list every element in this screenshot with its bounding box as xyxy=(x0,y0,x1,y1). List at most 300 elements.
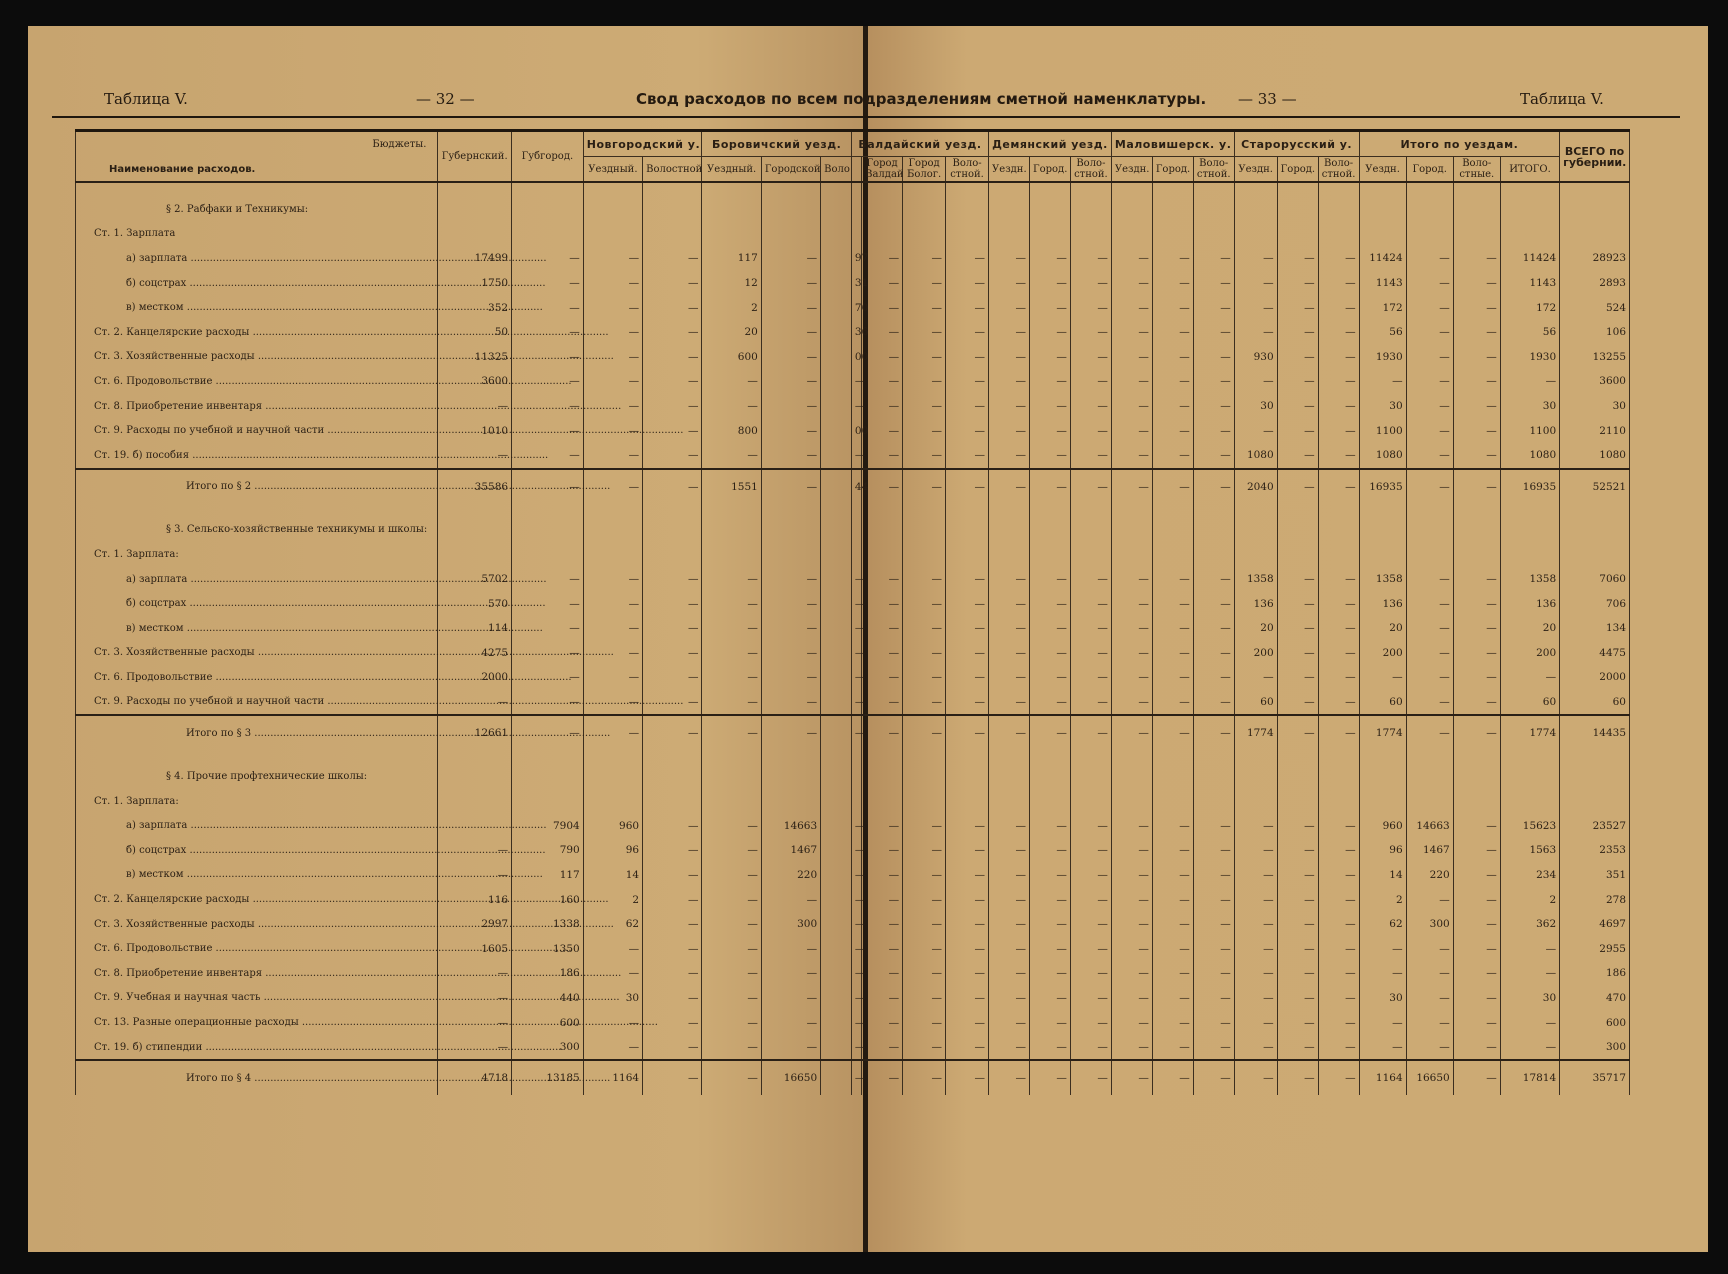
value-cell: — xyxy=(851,986,861,1011)
table-cell xyxy=(512,789,584,814)
table-cell xyxy=(1453,750,1500,764)
value-cell: 1774 xyxy=(1359,715,1406,750)
value-cell: — xyxy=(946,863,989,888)
expense-name-text: Ст. 2. Канцелярские расходы ..... xyxy=(94,327,609,338)
expense-name-text: § 4. Прочие профтехнические школы: xyxy=(166,771,368,783)
value-cell: — xyxy=(1111,443,1152,469)
value-cell: 30 xyxy=(1359,394,1406,419)
table-cell xyxy=(1029,182,1070,197)
value-cell: 2000 xyxy=(438,665,512,690)
value-cell: 300 xyxy=(512,1035,584,1061)
value-cell: — xyxy=(989,715,1030,750)
value-cell: 14663 xyxy=(761,813,820,838)
table-cell xyxy=(1500,750,1559,764)
value-cell: 1563 xyxy=(1500,838,1559,863)
table-cell xyxy=(1560,504,1630,518)
table-cell xyxy=(1193,518,1234,543)
table-cell xyxy=(512,197,584,222)
table-cell xyxy=(1406,182,1453,197)
value-cell: — xyxy=(1111,369,1152,394)
value-cell: — xyxy=(438,961,512,986)
table-cell xyxy=(1453,789,1500,814)
value-cell: — xyxy=(989,246,1030,271)
value-cell: — xyxy=(1193,418,1234,443)
value-cell: 1143 xyxy=(1359,271,1406,296)
table-cell xyxy=(989,222,1030,247)
expense-name-text: б) соцстрах ..... xyxy=(126,598,546,609)
value-cell: — xyxy=(862,369,903,394)
value-cell: — xyxy=(761,295,820,320)
value-cell: — xyxy=(1193,961,1234,986)
value-cell: — xyxy=(1111,887,1152,912)
value-cell: — xyxy=(1318,936,1359,961)
value-cell: — xyxy=(1453,936,1500,961)
table-cell xyxy=(702,197,761,222)
table-label-right: Таблица V. xyxy=(1520,90,1604,108)
value-cell: — xyxy=(1453,641,1500,666)
table-cell xyxy=(1193,504,1234,518)
value-cell: — xyxy=(1277,986,1318,1011)
expense-name-text: в) местком ..... xyxy=(126,302,543,313)
expense-name-text: Ст. 2. Канцелярские расходы ..... xyxy=(94,894,609,905)
value-cell: — xyxy=(946,345,989,370)
value-cell: — xyxy=(989,369,1030,394)
value-cell: 1338 xyxy=(512,912,584,937)
table-cell xyxy=(1152,182,1193,197)
value-cell: 7904 xyxy=(512,813,584,838)
value-cell: — xyxy=(1193,1035,1234,1061)
table-cell xyxy=(643,542,702,567)
value-cell: — xyxy=(1070,246,1111,271)
table-cell xyxy=(821,764,852,789)
table-cell xyxy=(1453,542,1500,567)
table-cell xyxy=(1500,542,1559,567)
value-cell: — xyxy=(1152,690,1193,716)
value-cell: — xyxy=(1152,369,1193,394)
value-cell: — xyxy=(1318,246,1359,271)
value-cell: — xyxy=(1359,665,1406,690)
value-cell: — xyxy=(1234,936,1277,961)
value-cell: — xyxy=(702,887,761,912)
value-cell: — xyxy=(862,1060,903,1095)
value-cell: 4475 xyxy=(1560,641,1630,666)
table-cell xyxy=(946,542,989,567)
value-cell: — xyxy=(862,246,903,271)
value-cell: — xyxy=(1406,295,1453,320)
value-cell: — xyxy=(903,567,946,592)
value-cell: — xyxy=(1234,838,1277,863)
table-cell xyxy=(1318,764,1359,789)
value-cell: — xyxy=(1111,567,1152,592)
table-row xyxy=(76,887,1630,912)
value-cell: — xyxy=(1234,961,1277,986)
value-cell: — xyxy=(946,418,989,443)
value-cell: — xyxy=(862,912,903,937)
value-cell: 2 xyxy=(702,295,761,320)
value-cell: — xyxy=(1152,271,1193,296)
value-cell: — xyxy=(702,813,761,838)
value-cell: — xyxy=(1111,961,1152,986)
value-cell: 1143 xyxy=(1500,271,1559,296)
value-cell: — xyxy=(1318,641,1359,666)
value-cell: — xyxy=(1029,715,1070,750)
value-cell: — xyxy=(761,369,820,394)
value-cell: — xyxy=(643,345,702,370)
table-cell xyxy=(1277,542,1318,567)
value-cell: — xyxy=(761,591,820,616)
expense-name xyxy=(76,764,438,789)
table-cell xyxy=(76,504,438,518)
total-row xyxy=(76,1060,1630,1095)
value-cell: — xyxy=(1193,887,1234,912)
value-cell: 1930 xyxy=(1500,345,1559,370)
value-cell: — xyxy=(1193,394,1234,419)
value-cell: — xyxy=(903,1060,946,1095)
value-cell xyxy=(821,295,852,320)
value-cell: — xyxy=(702,838,761,863)
table-cell xyxy=(1152,542,1193,567)
value-cell: 470 xyxy=(1560,986,1630,1011)
value-cell: — xyxy=(583,394,642,419)
value-cell: — xyxy=(583,591,642,616)
value-cell: — xyxy=(1193,320,1234,345)
table-cell xyxy=(643,504,702,518)
expense-name xyxy=(76,345,438,370)
value-cell: — xyxy=(1453,1035,1500,1061)
table-cell xyxy=(821,750,852,764)
table-cell xyxy=(1406,750,1453,764)
value-cell: — xyxy=(1111,295,1152,320)
value-cell: — xyxy=(1500,665,1559,690)
value-cell xyxy=(821,567,852,592)
value-cell: — xyxy=(643,616,702,641)
value-cell: 3600 xyxy=(438,369,512,394)
value-cell: — xyxy=(1111,345,1152,370)
value-cell: — xyxy=(702,961,761,986)
value-cell: — xyxy=(1029,912,1070,937)
value-cell: — xyxy=(583,418,642,443)
table-cell xyxy=(1406,197,1453,222)
value-cell: 134 xyxy=(1560,616,1630,641)
value-cell: 2955 xyxy=(1560,936,1630,961)
expense-name xyxy=(76,518,438,543)
value-cell: — xyxy=(1152,295,1193,320)
expense-name xyxy=(76,1035,438,1061)
value-cell xyxy=(821,369,852,394)
value-cell: — xyxy=(851,616,861,641)
col-volostnoy: Воло-стной. xyxy=(1318,157,1359,183)
table-cell xyxy=(946,222,989,247)
value-cell: — xyxy=(1318,1060,1359,1095)
value-cell: — xyxy=(1406,690,1453,716)
value-cell: — xyxy=(643,715,702,750)
value-cell: — xyxy=(1152,641,1193,666)
table-cell xyxy=(643,764,702,789)
value-cell: — xyxy=(761,936,820,961)
value-cell: — xyxy=(1277,418,1318,443)
value-cell: — xyxy=(1193,813,1234,838)
table-cell xyxy=(1560,542,1630,567)
expense-name-text: в) местком ..... xyxy=(126,869,543,880)
value-cell: — xyxy=(1234,813,1277,838)
table-cell xyxy=(1359,764,1406,789)
value-cell: 1358 xyxy=(1359,567,1406,592)
table-cell xyxy=(438,542,512,567)
expense-name xyxy=(76,394,438,419)
value-cell: — xyxy=(1193,246,1234,271)
value-cell: — xyxy=(903,418,946,443)
value-cell: 62 xyxy=(1359,912,1406,937)
value-cell: — xyxy=(851,443,861,469)
table-cell xyxy=(512,222,584,247)
table-cell xyxy=(1277,182,1318,197)
table-cell xyxy=(903,789,946,814)
value-cell: — xyxy=(1111,986,1152,1011)
expense-name-text: Ст. 6. Продовольствие ..... xyxy=(94,672,572,683)
table-cell xyxy=(851,789,861,814)
value-cell: 2000 xyxy=(1560,665,1630,690)
table-cell xyxy=(702,750,761,764)
value-cell: — xyxy=(1453,591,1500,616)
value-cell: — xyxy=(1406,1035,1453,1061)
value-cell: 300 xyxy=(761,912,820,937)
value-cell: — xyxy=(1152,838,1193,863)
table-cell xyxy=(438,789,512,814)
value-cell: 12661 xyxy=(438,715,512,750)
table-cell xyxy=(1029,504,1070,518)
value-cell: — xyxy=(1070,1010,1111,1035)
value-cell: — xyxy=(1277,665,1318,690)
value-cell: — xyxy=(1277,936,1318,961)
value-cell: — xyxy=(438,838,512,863)
value-cell: — xyxy=(1070,469,1111,504)
value-cell: — xyxy=(643,295,702,320)
value-cell: — xyxy=(1318,838,1359,863)
value-cell: 1010 xyxy=(438,418,512,443)
value-cell: — xyxy=(643,986,702,1011)
value-cell: — xyxy=(1453,469,1500,504)
table-cell xyxy=(946,197,989,222)
value-cell: — xyxy=(1453,418,1500,443)
value-cell: 136 xyxy=(1234,591,1277,616)
value-cell: — xyxy=(1453,715,1500,750)
value-cell: — xyxy=(1111,936,1152,961)
table-row xyxy=(76,320,1630,345)
table-row xyxy=(76,863,1630,888)
value-cell: 4275 xyxy=(438,641,512,666)
value-cell: — xyxy=(643,469,702,504)
value-cell: — xyxy=(643,369,702,394)
value-cell: — xyxy=(1453,813,1500,838)
table-cell xyxy=(862,750,903,764)
table-cell xyxy=(702,789,761,814)
value-cell: — xyxy=(989,1035,1030,1061)
value-cell: — xyxy=(1359,369,1406,394)
value-cell: — xyxy=(1318,813,1359,838)
table-row xyxy=(76,345,1630,370)
value-cell: — xyxy=(946,986,989,1011)
value-cell: — xyxy=(1277,715,1318,750)
value-cell: — xyxy=(761,690,820,716)
value-cell: — xyxy=(1070,320,1111,345)
expense-name-text: б) соцстрах ..... xyxy=(126,845,546,856)
table-cell xyxy=(1277,789,1318,814)
table-cell xyxy=(851,504,861,518)
table-cell xyxy=(1193,222,1234,247)
value-cell: — xyxy=(1029,443,1070,469)
table-cell xyxy=(1500,764,1559,789)
table-row xyxy=(76,912,1630,937)
value-cell: 12 xyxy=(702,271,761,296)
table-row xyxy=(76,838,1630,863)
expense-name xyxy=(76,320,438,345)
value-cell: — xyxy=(643,246,702,271)
value-cell: — xyxy=(1070,961,1111,986)
value-cell: 172 xyxy=(1500,295,1559,320)
table-cell xyxy=(1500,789,1559,814)
expense-name-text: в) местком ..... xyxy=(126,623,543,634)
value-cell: — xyxy=(512,369,584,394)
group-demyansk: Демянский уезд. xyxy=(989,131,1112,157)
group-malovishera: Маловишерск. у. xyxy=(1111,131,1234,157)
value-cell: — xyxy=(1453,320,1500,345)
value-cell xyxy=(821,591,852,616)
value-cell: 15623 xyxy=(1500,813,1559,838)
value-cell: — xyxy=(862,591,903,616)
table-cell xyxy=(862,222,903,247)
value-cell: — xyxy=(1406,469,1453,504)
value-cell: — xyxy=(989,986,1030,1011)
value-cell: — xyxy=(643,665,702,690)
table-cell xyxy=(1560,197,1630,222)
table-cell xyxy=(702,518,761,543)
value-cell: — xyxy=(851,715,861,750)
col-uezdn: Уездн. xyxy=(1359,157,1406,183)
value-cell: — xyxy=(1070,345,1111,370)
value-cell: — xyxy=(946,1010,989,1035)
table-cell xyxy=(821,222,852,247)
expense-name-text: б) соцстрах ..... xyxy=(126,278,546,289)
value-cell: 5702 xyxy=(438,567,512,592)
value-cell: — xyxy=(862,616,903,641)
expense-name xyxy=(76,295,438,320)
table-row xyxy=(76,443,1630,469)
value-cell: 16935 xyxy=(1500,469,1559,504)
value-cell: — xyxy=(1453,394,1500,419)
table-cell xyxy=(989,197,1030,222)
table-row xyxy=(76,246,1630,271)
value-cell: 600 xyxy=(1560,1010,1630,1035)
table-cell xyxy=(862,182,903,197)
table-cell xyxy=(643,750,702,764)
table-cell xyxy=(583,222,642,247)
table-cell xyxy=(1111,750,1152,764)
value-cell: — xyxy=(1406,715,1453,750)
value-cell: — xyxy=(1070,418,1111,443)
value-cell: — xyxy=(512,345,584,370)
value-cell: — xyxy=(1193,295,1234,320)
value-cell: 960 xyxy=(583,813,642,838)
value-cell xyxy=(821,1060,852,1095)
value-cell: 30 xyxy=(1500,986,1559,1011)
group-borovichi: Боровичский уезд. xyxy=(702,131,851,157)
value-cell: — xyxy=(1152,469,1193,504)
table-cell xyxy=(1152,764,1193,789)
value-cell: 30 xyxy=(1359,986,1406,1011)
table-cell xyxy=(903,764,946,789)
table-cell xyxy=(989,542,1030,567)
col-uezdn: Уездн. xyxy=(989,157,1030,183)
value-cell: — xyxy=(702,665,761,690)
value-cell: 16650 xyxy=(1406,1060,1453,1095)
value-cell: — xyxy=(903,665,946,690)
value-cell: — xyxy=(702,1010,761,1035)
value-cell xyxy=(821,1010,852,1035)
expense-name-text: Ст. 6. Продовольствие ..... xyxy=(94,376,572,387)
value-cell: — xyxy=(1359,936,1406,961)
table-cell xyxy=(1152,789,1193,814)
value-cell: — xyxy=(1029,591,1070,616)
value-cell: — xyxy=(946,715,989,750)
value-cell: — xyxy=(643,443,702,469)
value-cell: 117 xyxy=(702,246,761,271)
table-row xyxy=(76,616,1630,641)
value-cell xyxy=(821,838,852,863)
value-cell: — xyxy=(643,1060,702,1095)
value-cell: — xyxy=(702,715,761,750)
value-cell: — xyxy=(1318,369,1359,394)
value-cell: — xyxy=(512,271,584,296)
table-cell xyxy=(1277,518,1318,543)
table-cell xyxy=(1111,764,1152,789)
value-cell: — xyxy=(1070,936,1111,961)
expense-name-text: Ст. 9. Учебная и научная часть ..... xyxy=(94,992,620,1003)
value-cell: — xyxy=(643,936,702,961)
value-cell: — xyxy=(1111,1060,1152,1095)
table-cell xyxy=(1453,518,1500,543)
value-cell: — xyxy=(1070,394,1111,419)
table-cell xyxy=(862,542,903,567)
table-cell xyxy=(702,542,761,567)
table-cell xyxy=(1234,222,1277,247)
value-cell: — xyxy=(1453,616,1500,641)
value-cell: — xyxy=(1500,1035,1559,1061)
value-cell: — xyxy=(1111,838,1152,863)
value-cell: 1164 xyxy=(1359,1060,1406,1095)
value-cell: — xyxy=(1111,641,1152,666)
expense-name-text: Ст. 1. Зарплата: xyxy=(94,795,179,807)
value-cell: — xyxy=(1318,887,1359,912)
value-cell: 16935 xyxy=(1359,469,1406,504)
value-cell xyxy=(821,813,852,838)
value-cell: 930 xyxy=(1234,345,1277,370)
expense-name-text: Ст. 19. б) стипендии ..... xyxy=(94,1042,561,1053)
table-cell xyxy=(1277,504,1318,518)
value-cell: — xyxy=(1406,246,1453,271)
value-cell: — xyxy=(1111,1035,1152,1061)
value-cell: — xyxy=(1277,567,1318,592)
table-cell xyxy=(1359,504,1406,518)
value-cell: — xyxy=(851,690,861,716)
value-cell: — xyxy=(1318,986,1359,1011)
value-cell: 35586 xyxy=(438,469,512,504)
value-cell: 3600 xyxy=(1560,369,1630,394)
value-cell: 1930 xyxy=(1359,345,1406,370)
value-cell xyxy=(821,863,852,888)
value-cell: — xyxy=(903,690,946,716)
value-cell: — xyxy=(862,665,903,690)
value-cell xyxy=(821,715,852,750)
